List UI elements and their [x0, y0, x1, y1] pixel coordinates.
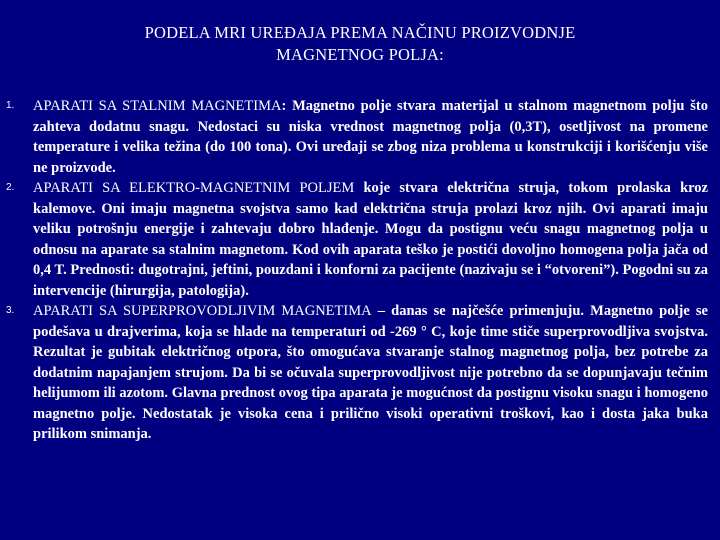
list-item-number: 3. [6, 305, 15, 316]
list-item-number: 2. [6, 182, 15, 193]
list-item-heading: APARATI SA STALNIM MAGNETIMA [33, 98, 282, 114]
list-item-text: : Magnetno polje stvara materijal u stalnom magnetnom polju što zahteva dodatnu snagu. Nedostaci su niska vrednost magnetnog polja (0,3T), osetljivost na promene temperature i velika težina (do 100 tona). Ovi uređaji se zbog niza problema u konstrukciji i korišćenju više ne proizvode. [33, 98, 708, 176]
list-item-superprovodljivi-magneti [0, 301, 720, 445]
slide-title-line-2: MAGNETNOG POLJA: [276, 45, 444, 64]
list-item-elektromagnetno-polje [0, 178, 720, 301]
list-item-heading: APARATI SA ELEKTRO-MAGNETNIM POLJEM [33, 180, 355, 196]
list-item-body [33, 96, 708, 178]
slide-title [60, 22, 660, 66]
list-item-body [33, 301, 708, 445]
list-item-text: koje stvara električna struja, tokom prolaska kroz kalemove. Oni imaju magnetna svojstva samo kad električna struja prolazi kroz njih. Ovi aparati imaju veliku potrošnju energije i zahtevaju dobro hlađenje. Mogu da postignu veću snagu magnetnog polja u odnosu na aparate sa stalnim magnetom. Kod ovih aparata teško je postići dovoljno homogena polja jača od 0,4 T. Prednosti: dugotrajni, jeftini, pouzdani i konforni za pacijente (nazivaju se i “otvoreni”). Pogodni su za intervencije (hirurgija, patologija). [33, 180, 708, 299]
numbered-list [0, 96, 720, 445]
slide-title-line-1: PODELA MRI UREĐAJA PREMA NAČINU PROIZVODNJE [144, 23, 576, 42]
list-item-number: 1. [6, 100, 15, 111]
list-item-stalni-magneti [0, 96, 720, 178]
list-item-body [33, 178, 708, 301]
list-item-heading: APARATI SA SUPERPROVODLJIVIM MAGNETIMA [33, 303, 372, 319]
list-item-text: – danas se najčešće primenjuju. Magnetno polje se podešava u drajverima, koja se hlade na temperaturi od -269 ° C, koje time stiče superprovodljiva svojstva. Rezultat je gubitak električnog otpora, što omogućava stvaranje stalnog magnetnog polja, bez potrebe za dodatnim napajanjem strujom. Da bi se očuvala superprovodljivost nije potrebno da se dopunjavaju tečnim helijumom ili azotom. Glavna prednost ovog tipa aparata je mogućnost da postignu visoku snagu i homogeno magnetno polje. Nedostatak je visoka cena i prilično visoki operativni troškovi, kao i dosta jaka buka prilikom snimanja. [33, 303, 708, 442]
